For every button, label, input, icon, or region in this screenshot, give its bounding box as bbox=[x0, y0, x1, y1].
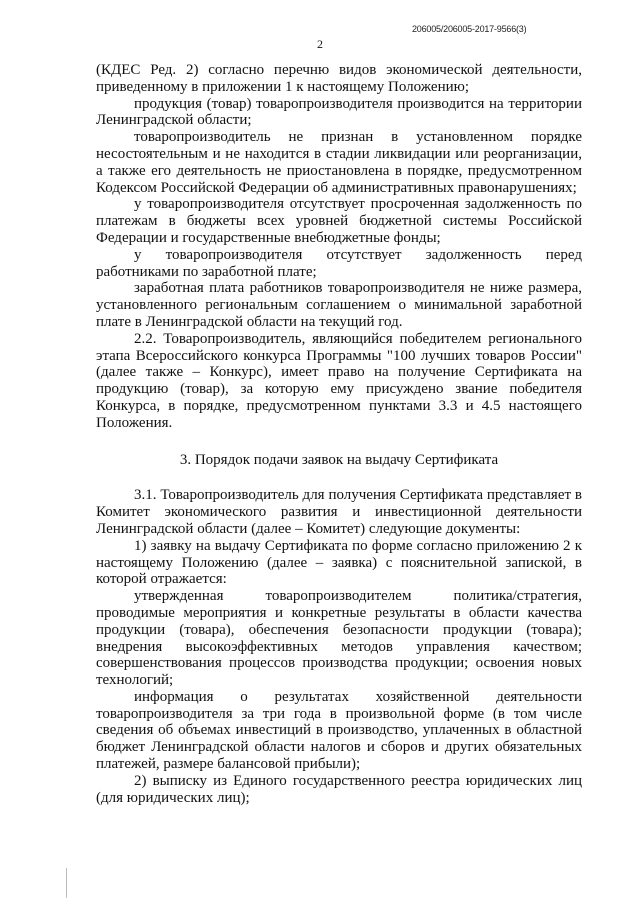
document-body bbox=[96, 62, 582, 806]
section-title: 3. Порядок подачи заявок на выдачу Сертификата bbox=[179, 451, 499, 468]
paragraph: информация о результатах хозяйственной деятельности товаропроизводителя за три года в произвольной форме (в том числе сведения об объемах инвестиций в производство, уплаченных в областной бюджет Ленинградской области налогов и сборов и других обязательных платежей, размере балансовой прибыли); bbox=[96, 688, 582, 773]
paragraph: заработная плата работников товаропроизводителя не ниже размера, установленного региональным соглашением о минимальной заработной плате в Ленинградской области на текущий год. bbox=[96, 280, 582, 330]
paragraph: 2.2. Товаропроизводитель, являющийся победителем регионального этапа Всероссийского конкурса Программы "100 лучших товаров России" (далее также – Конкурс), имеет право на получение Сертификата на продукцию (товар), за которую ему присуждено звание победителя Конкурса, в порядке, предусмотренном пунктами 3.3 и 4.5 настоящего Положения. bbox=[96, 330, 582, 431]
page-number: 2 bbox=[317, 37, 323, 51]
paragraph: 1) заявку на выдачу Сертификата по форме согласно приложению 2 к настоящему Положению (далее – заявка) с пояснительной запиской, в которой отражается: bbox=[96, 537, 582, 588]
paragraph: 3.1. Товаропроизводитель для получения Сертификата представляет в Комитет экономического развития и инвестиционной деятельности Ленинградской области (далее – Комитет) следующие документы: bbox=[96, 487, 582, 537]
paragraph: у товаропроизводителя отсутствует задолженность перед работниками по заработной плате; bbox=[96, 246, 582, 280]
paragraph: (КДЕС Ред. 2) согласно перечню видов экономической деятельности, приведенному в приложении 1 к настоящему Положению; bbox=[96, 62, 582, 95]
paragraph: продукция (товар) товаропроизводителя производится на территории Ленинградской области; bbox=[96, 95, 582, 129]
document-id: 206005/206005-2017-9566(3) bbox=[412, 24, 527, 34]
paragraph: 2) выписку из Единого государственного реестра юридических лиц (для юридических лиц); bbox=[96, 772, 582, 806]
paragraph: утвержденная товаропроизводителем политика/стратегия, проводимые мероприятия и конкретные результаты в области качества продукции (товара), обеспечения безопасности продукции (товара); внедрения высокоэффективных методов управления качеством; совершенствования процессов производства продукции; освоения новых технологий; bbox=[96, 588, 582, 689]
paragraph: у товаропроизводителя отсутствует просроченная задолженность по платежам в бюджеты всех уровней бюджетной системы Российской Федерации и государственные внебюджетные фонды; bbox=[96, 196, 582, 246]
paragraph: товаропроизводитель не признан в установленном порядке несостоятельным и не находится в стадии ликвидации или реорганизации, а также его деятельность не приостановлена в порядке, предусмотренном Кодексом Российской Федерации об административных правонарушениях; bbox=[96, 129, 582, 196]
scan-margin-mark bbox=[66, 868, 67, 898]
